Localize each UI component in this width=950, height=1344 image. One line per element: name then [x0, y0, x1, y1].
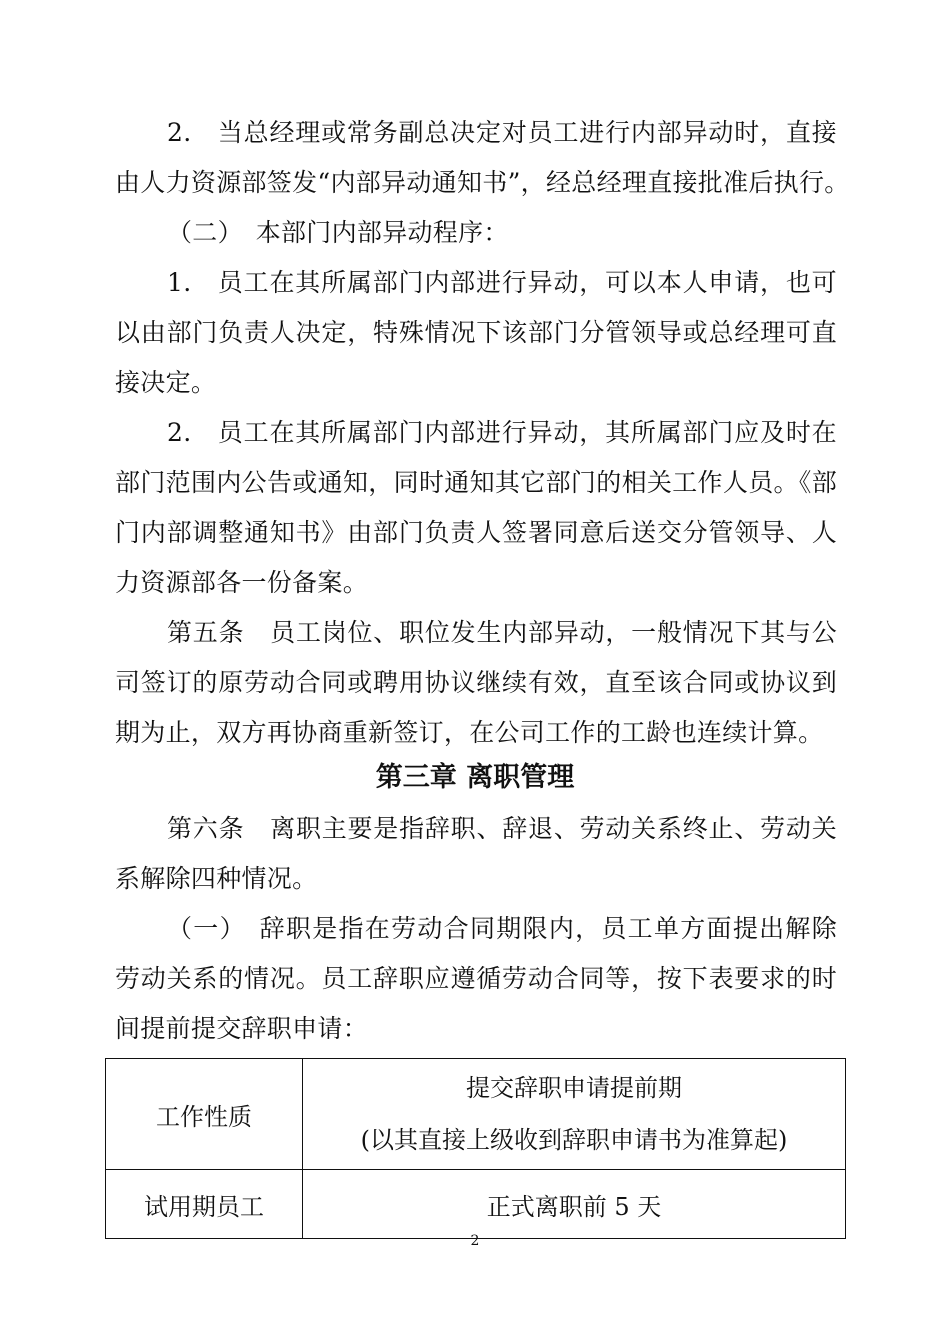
- section-subheading: （二） 本部门内部异动程序：: [167, 218, 509, 247]
- paragraph-line: 接决定。: [115, 368, 217, 397]
- table-row: [106, 1170, 846, 1239]
- notice-period-note: (以其直接上级收到辞职申请书为准算起): [360, 1126, 788, 1154]
- table-cell-work-type: 试用期员工: [106, 1170, 303, 1239]
- paragraph-line: 1. 员工在其所属部门内部进行异动，可以本人申请，也可: [167, 268, 837, 297]
- paragraph-line: （一） 辞职是指在劳动合同期限内，员工单方面提出解除: [167, 914, 837, 943]
- paragraph-line: 由人力资源部签发“内部异动通知书”，经总经理直接批准后执行。: [115, 168, 850, 197]
- paragraph-line: 系解除四种情况。: [115, 864, 318, 893]
- table-header-row: [106, 1059, 846, 1170]
- paragraph-line: 以由部门负责人决定，特殊情况下该部门分管领导或总经理可直: [115, 318, 837, 347]
- paragraph-line: 劳动关系的情况。员工辞职应遵循劳动合同等，按下表要求的时: [115, 964, 837, 993]
- paragraph-line: 间提前提交辞职申请：: [115, 1014, 369, 1043]
- table-cell-notice-period-header: [303, 1059, 846, 1170]
- paragraph-line: 2. 员工在其所属部门内部进行异动，其所属部门应及时在: [167, 418, 837, 447]
- paragraph-line: 门内部调整通知书》由部门负责人签署同意后送交分管领导、人: [115, 518, 837, 547]
- page-number: 2: [470, 1233, 480, 1249]
- resignation-notice-table: [105, 1058, 846, 1239]
- paragraph-line: 期为止，双方再协商重新签订，在公司工作的工龄也连续计算。: [115, 718, 824, 747]
- paragraph-line: 部门范围内公告或通知，同时通知其它部门的相关工作人员。《部: [115, 468, 837, 497]
- paragraph-line: 第六条 离职主要是指辞职、辞退、劳动关系终止、劳动关: [167, 814, 837, 843]
- paragraph-line: 力资源部各一份备案。: [115, 568, 369, 597]
- notice-period-title: 提交辞职申请提前期: [466, 1074, 682, 1102]
- table-cell-work-type-header: 工作性质: [106, 1059, 303, 1170]
- paragraph-line: 2. 当总经理或常务副总决定对员工进行内部异动时，直接: [167, 118, 837, 147]
- table-cell-notice-period: 正式离职前 5 天: [303, 1170, 846, 1239]
- paragraph-line: 第五条 员工岗位、职位发生内部异动，一般情况下其与公: [167, 618, 837, 647]
- chapter-heading: 第三章 离职管理: [375, 762, 575, 793]
- paragraph-line: 司签订的原劳动合同或聘用协议继续有效，直至该合同或协议到: [115, 668, 837, 697]
